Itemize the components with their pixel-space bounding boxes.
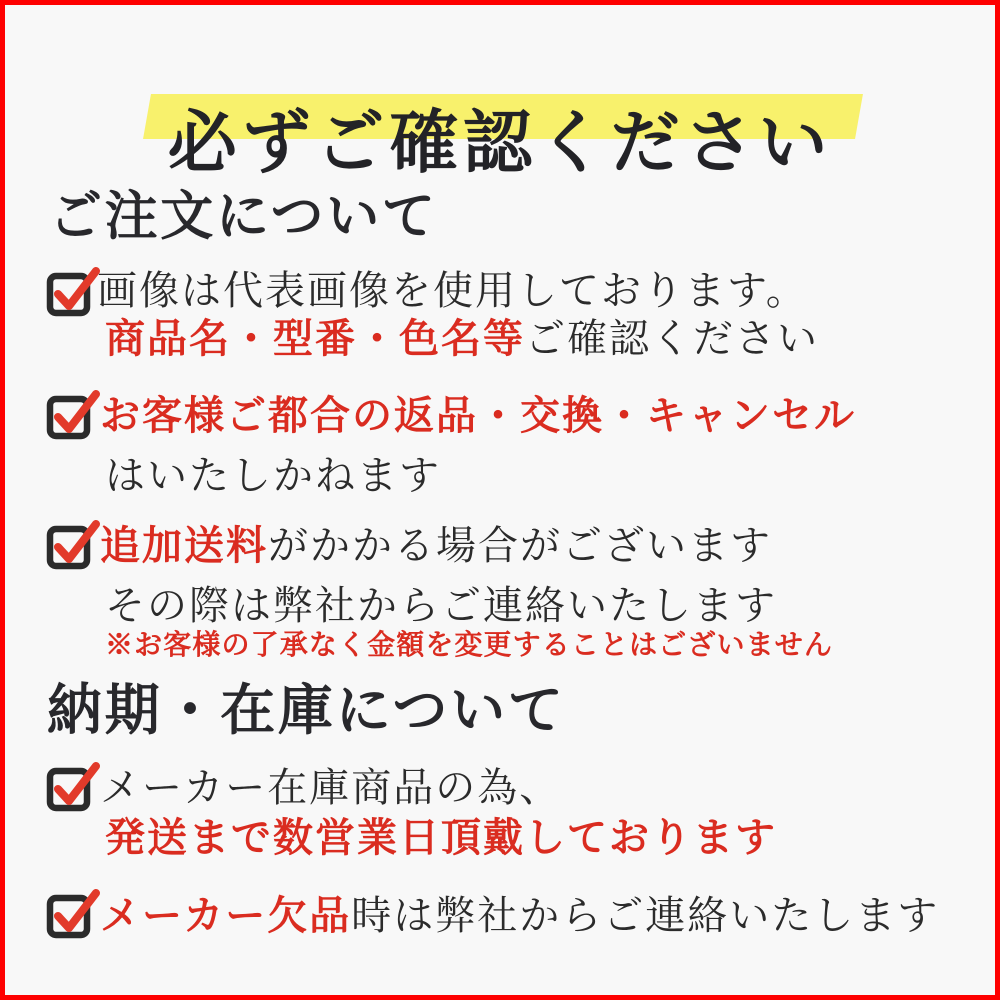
notice-line — [100, 766, 561, 810]
notice-text: 画像は代表画像を使用しております。 — [97, 268, 808, 313]
notice-line — [105, 584, 777, 628]
notice-text: その際は弊社からご連絡いたします — [105, 583, 777, 628]
notice-line — [105, 816, 777, 860]
notice-text: ご確認ください — [525, 316, 819, 361]
notice-text: 時は弊社からご連絡いたします — [351, 893, 940, 938]
notice-line — [105, 317, 819, 361]
checkbox-checked-icon — [45, 756, 101, 812]
notice-line — [100, 394, 856, 438]
notice-text-emphasis: 追加送料 — [100, 523, 268, 568]
checkbox-checked-icon — [45, 261, 101, 317]
notice-text-emphasis: 発送まで数営業日頂戴しております — [105, 815, 777, 860]
checkbox-checked-icon — [45, 883, 101, 939]
notice-line — [105, 454, 441, 498]
page-title: 必ずご確認ください — [167, 105, 833, 182]
notice-line — [100, 524, 772, 568]
notice-footnote — [105, 631, 833, 662]
notice-line — [100, 894, 939, 938]
notice-text: はいたしかねます — [105, 453, 441, 498]
notice-text-emphasis: メーカー欠品 — [100, 893, 352, 938]
checkbox-checked-icon — [45, 384, 101, 440]
checkbox-checked-icon — [45, 514, 101, 570]
section-heading: ご注文について — [49, 188, 438, 246]
notice-text: メーカー在庫商品の為、 — [100, 765, 562, 810]
section-heading: 納期・在庫について — [47, 680, 566, 741]
notice-text-emphasis: お客様ご都合の返品・交換・キャンセル — [100, 393, 856, 438]
notice-text: がかかる場合がございます — [268, 523, 772, 568]
notice-text-emphasis: ※お客様の了承なく金額を変更することはございません — [105, 630, 834, 661]
notice-line — [97, 269, 808, 313]
notice-text-emphasis: 商品名・型番・色名等 — [105, 316, 525, 361]
